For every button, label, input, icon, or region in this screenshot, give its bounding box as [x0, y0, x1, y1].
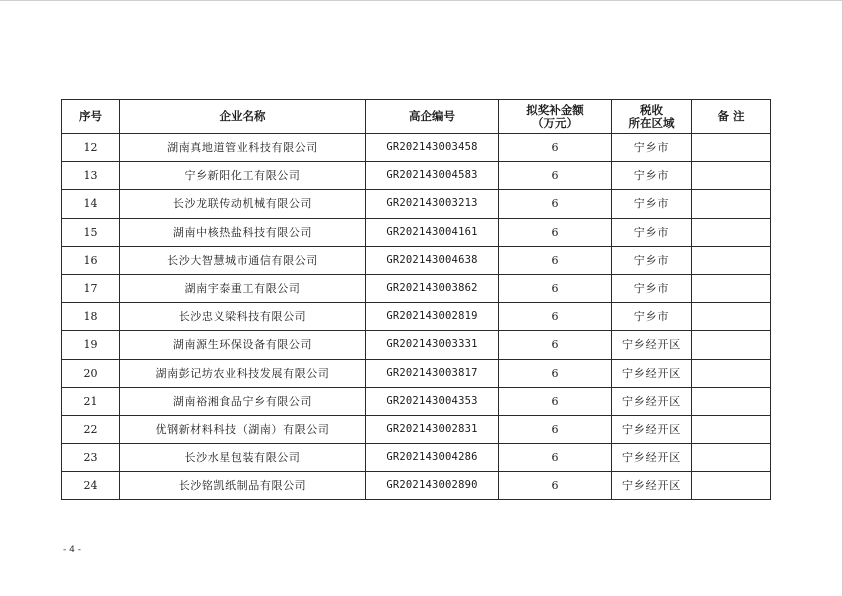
cell-company: 长沙大智慧城市通信有限公司 [120, 246, 366, 274]
cell-region: 宁乡经开区 [612, 472, 692, 500]
cell-code: GR202143002890 [366, 472, 499, 500]
cell-amount: 6 [499, 246, 612, 274]
cell-seq: 16 [62, 246, 120, 274]
table-row [62, 387, 771, 415]
cell-remark [692, 218, 771, 246]
table-row [62, 303, 771, 331]
cell-company: 湖南源生环保设备有限公司 [120, 331, 366, 359]
cell-seq: 13 [62, 162, 120, 190]
cell-seq: 14 [62, 190, 120, 218]
cell-remark [692, 415, 771, 443]
cell-region: 宁乡市 [612, 303, 692, 331]
table-row [62, 359, 771, 387]
cell-company: 湖南彭记坊农业科技发展有限公司 [120, 359, 366, 387]
cell-company: 湖南中核热盐科技有限公司 [120, 218, 366, 246]
cell-region: 宁乡经开区 [612, 359, 692, 387]
cell-seq: 24 [62, 472, 120, 500]
header-region-line2: 所在区域 [628, 115, 675, 130]
header-remark: 备 注 [692, 100, 771, 134]
cell-region: 宁乡市 [612, 218, 692, 246]
cell-code: GR202143003213 [366, 190, 499, 218]
cell-code: GR202143003458 [366, 134, 499, 162]
header-region-line1: 税收 [640, 102, 663, 117]
cell-remark [692, 274, 771, 302]
cell-region: 宁乡市 [612, 190, 692, 218]
cell-remark [692, 190, 771, 218]
cell-code: GR202143004161 [366, 218, 499, 246]
cell-seq: 21 [62, 387, 120, 415]
cell-amount: 6 [499, 331, 612, 359]
cell-company: 长沙水星包装有限公司 [120, 444, 366, 472]
cell-region: 宁乡市 [612, 162, 692, 190]
cell-remark [692, 246, 771, 274]
cell-amount: 6 [499, 162, 612, 190]
cell-amount: 6 [499, 472, 612, 500]
table-row [62, 134, 771, 162]
header-subsidy-line2: （万元） [532, 115, 578, 130]
table-row [62, 246, 771, 274]
cell-amount: 6 [499, 444, 612, 472]
cell-seq: 23 [62, 444, 120, 472]
table-row [62, 472, 771, 500]
cell-seq: 15 [62, 218, 120, 246]
cell-seq: 22 [62, 415, 120, 443]
header-seq: 序号 [62, 100, 120, 134]
cell-amount: 6 [499, 359, 612, 387]
table-header-row [62, 100, 771, 134]
cell-amount: 6 [499, 387, 612, 415]
cell-seq: 12 [62, 134, 120, 162]
header-code: 高企编号 [366, 100, 499, 134]
cell-amount: 6 [499, 274, 612, 302]
table-row [62, 162, 771, 190]
page-number: - 4 - [63, 545, 81, 555]
header-company: 企业名称 [120, 100, 366, 134]
cell-remark [692, 303, 771, 331]
cell-seq: 20 [62, 359, 120, 387]
cell-seq: 18 [62, 303, 120, 331]
table-row [62, 274, 771, 302]
header-subsidy-line1: 拟奖补金额 [526, 102, 584, 117]
cell-amount: 6 [499, 218, 612, 246]
cell-remark [692, 387, 771, 415]
page-edge-top [0, 0, 843, 1]
cell-code: GR202143004286 [366, 444, 499, 472]
cell-region: 宁乡市 [612, 134, 692, 162]
header-subsidy [499, 100, 612, 134]
cell-company: 长沙忠义梁科技有限公司 [120, 303, 366, 331]
subsidy-table [61, 99, 771, 500]
cell-remark [692, 359, 771, 387]
table-row [62, 331, 771, 359]
cell-code: GR202143002819 [366, 303, 499, 331]
header-region [612, 100, 692, 134]
table-row [62, 444, 771, 472]
cell-company: 长沙龙联传动机械有限公司 [120, 190, 366, 218]
cell-region: 宁乡经开区 [612, 444, 692, 472]
table-row [62, 218, 771, 246]
cell-region: 宁乡经开区 [612, 415, 692, 443]
cell-remark [692, 331, 771, 359]
cell-code: GR202143004638 [366, 246, 499, 274]
cell-company: 湖南裕湘食品宁乡有限公司 [120, 387, 366, 415]
cell-region: 宁乡市 [612, 274, 692, 302]
cell-amount: 6 [499, 415, 612, 443]
cell-remark [692, 134, 771, 162]
cell-remark [692, 472, 771, 500]
cell-remark [692, 444, 771, 472]
cell-seq: 17 [62, 274, 120, 302]
cell-code: GR202143003862 [366, 274, 499, 302]
cell-company: 湖南宇泰重工有限公司 [120, 274, 366, 302]
cell-amount: 6 [499, 134, 612, 162]
cell-code: GR202143003817 [366, 359, 499, 387]
cell-region: 宁乡经开区 [612, 387, 692, 415]
table-row [62, 190, 771, 218]
cell-code: GR202143003331 [366, 331, 499, 359]
cell-code: GR202143004353 [366, 387, 499, 415]
cell-company: 宁乡新阳化工有限公司 [120, 162, 366, 190]
cell-remark [692, 162, 771, 190]
cell-region: 宁乡市 [612, 246, 692, 274]
cell-amount: 6 [499, 190, 612, 218]
cell-company: 优钢新材料科技（湖南）有限公司 [120, 415, 366, 443]
cell-seq: 19 [62, 331, 120, 359]
cell-region: 宁乡经开区 [612, 331, 692, 359]
table-row [62, 415, 771, 443]
cell-code: GR202143002831 [366, 415, 499, 443]
cell-company: 湖南真地道管业科技有限公司 [120, 134, 366, 162]
cell-code: GR202143004583 [366, 162, 499, 190]
cell-amount: 6 [499, 303, 612, 331]
table-body [62, 134, 771, 500]
cell-company: 长沙铭凯纸制品有限公司 [120, 472, 366, 500]
